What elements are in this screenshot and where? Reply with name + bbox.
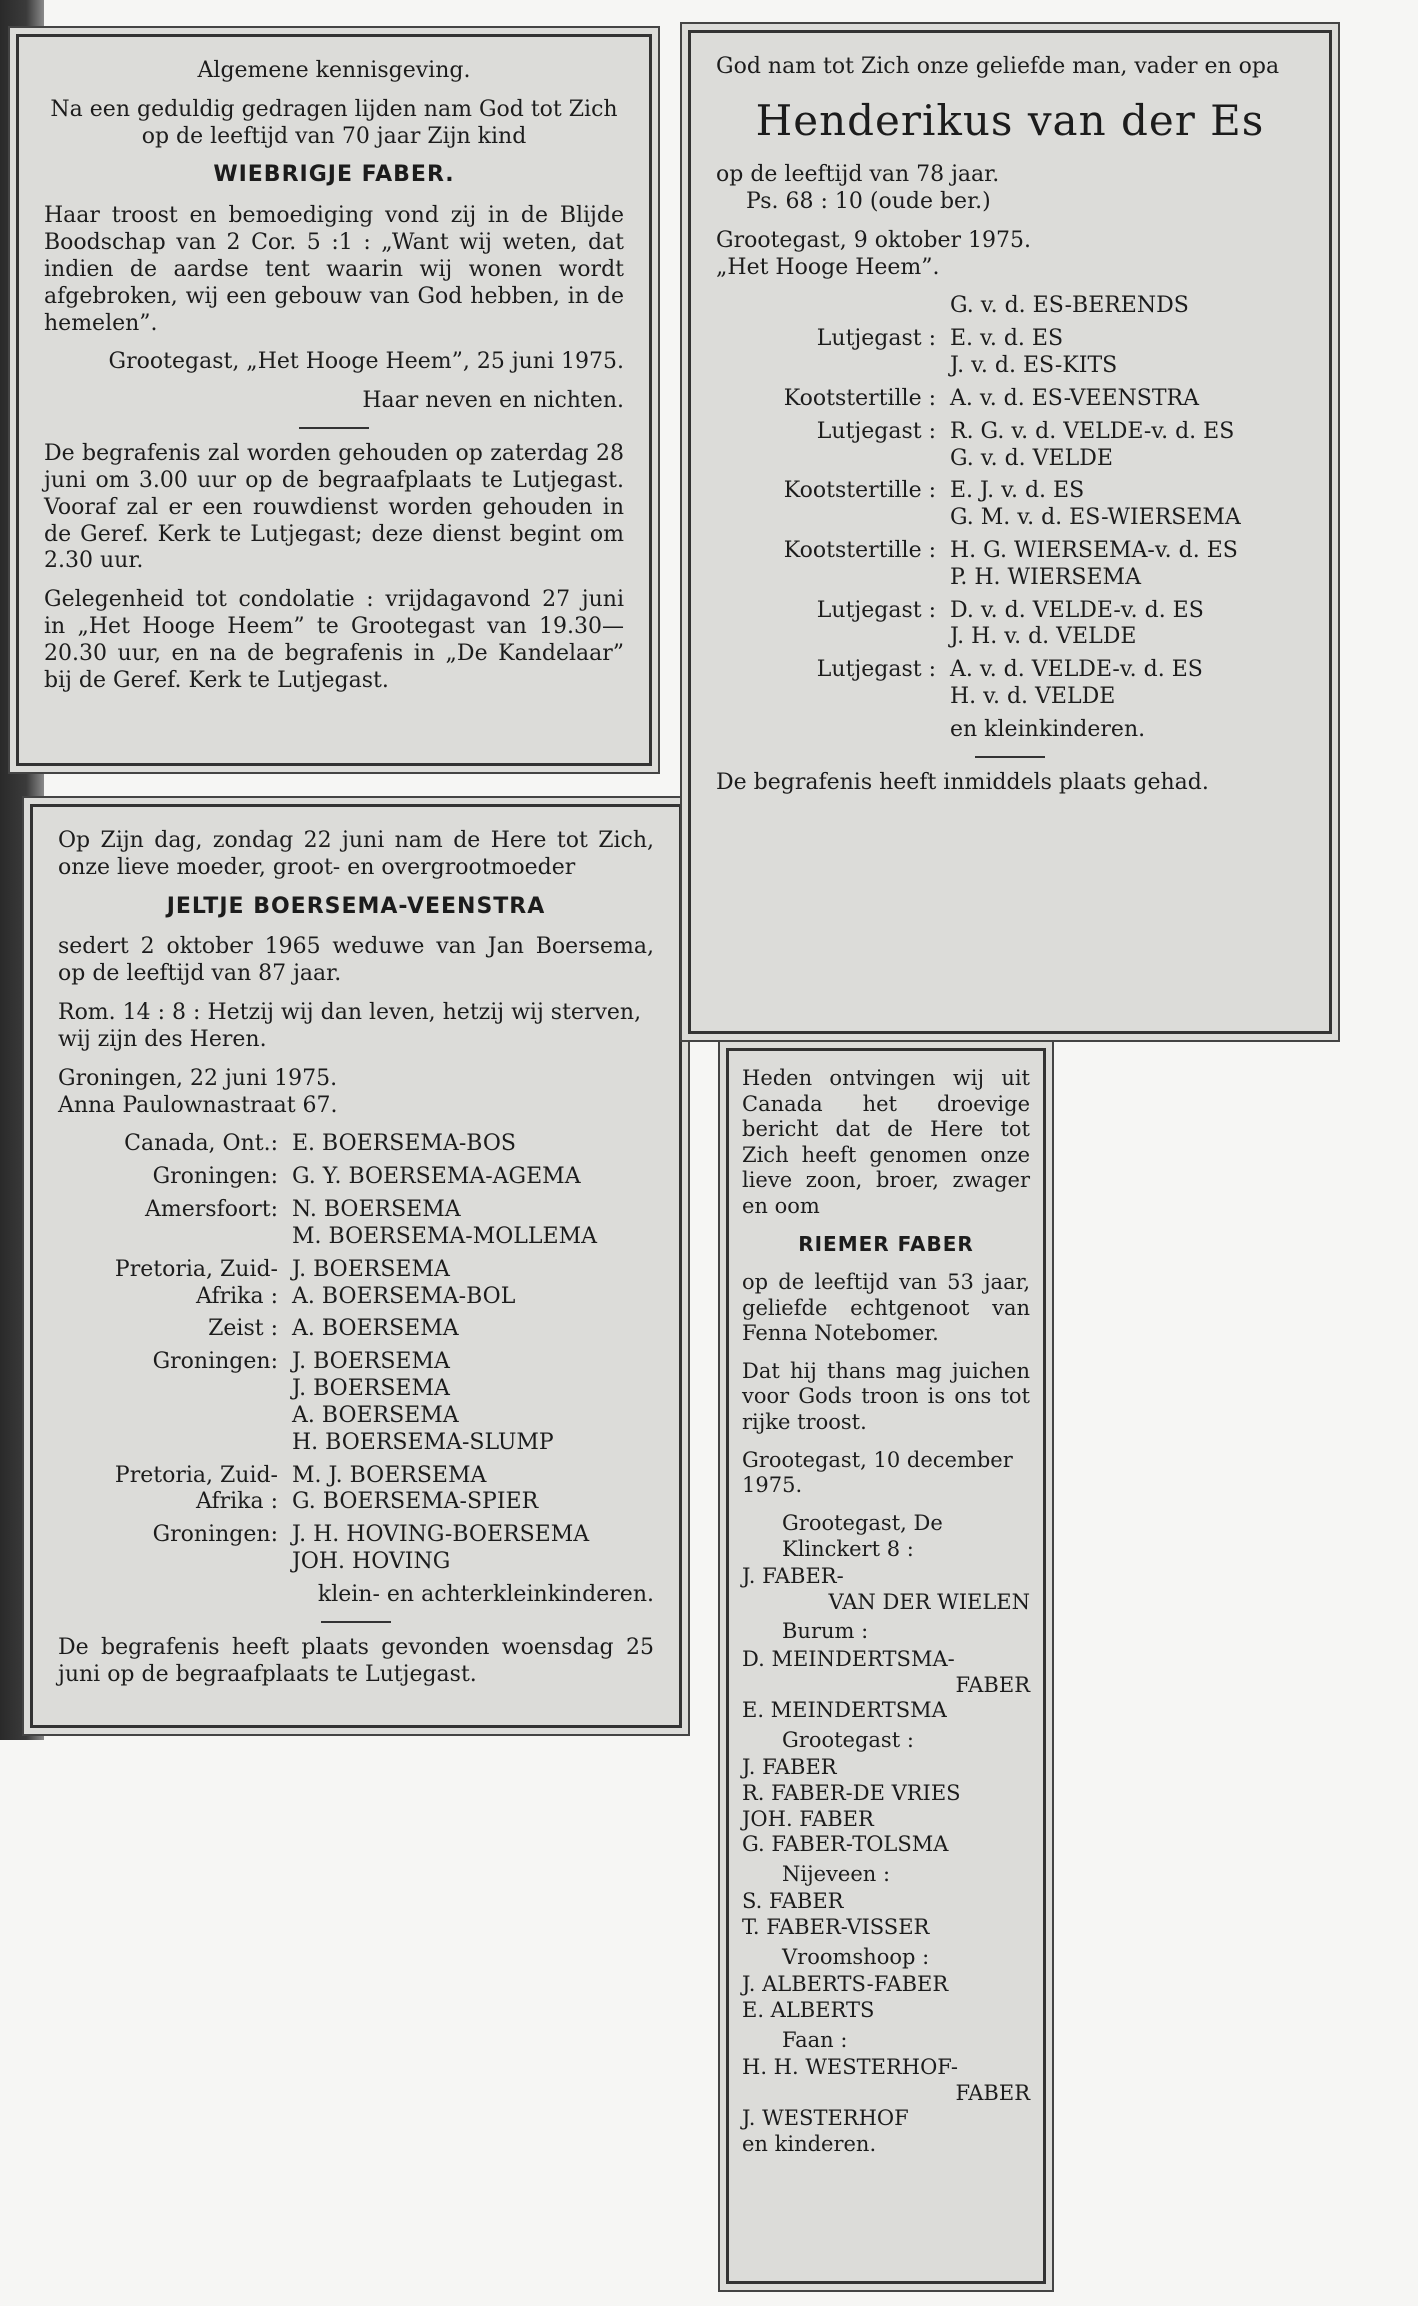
family-name: S. FABER bbox=[742, 1889, 844, 1914]
notice-text: Dat hij thans mag juichen voor Gods troon is ons tot rijke troost. bbox=[742, 1358, 1030, 1435]
notice-header: Algemene kennisgeving. bbox=[197, 58, 471, 83]
family-row bbox=[58, 1316, 654, 1343]
family-location: Lutjegast : bbox=[816, 597, 936, 623]
family-row bbox=[58, 1257, 654, 1311]
condolence-info: Gelegenheid tot condolatie : vrijdagavond 27 juni in „Het Hooge Heem” te Grootegast van 19.30—20.30 uur, en na de begrafenis in „De Kandelaar” bij de Geref. Kerk te Lutjegast. bbox=[44, 587, 624, 693]
family-location: Groningen: bbox=[152, 1349, 278, 1375]
divider bbox=[975, 756, 1045, 758]
family-name: E. ALBERTS bbox=[742, 1997, 875, 2022]
family-name: JOH. HOVING bbox=[292, 1549, 451, 1575]
place-date: Grootegast, 9 oktober 1975. bbox=[716, 227, 1032, 253]
family-name: VAN DER WIELEN bbox=[828, 1589, 1030, 1614]
family-row bbox=[58, 1463, 654, 1517]
family-group bbox=[742, 1511, 1030, 1615]
notice-intro: Na een geduldig gedragen lijden nam God tot Zich op de leeftijd van 70 jaar Zijn kind bbox=[50, 96, 618, 149]
family-name: FABER bbox=[955, 2080, 1030, 2105]
family-location: Lutjegast : bbox=[816, 326, 936, 352]
family-name: E. J. v. d. ES bbox=[950, 478, 1085, 504]
family-group bbox=[742, 2028, 1030, 2132]
family-name: A. BOERSEMA-BOL bbox=[292, 1283, 516, 1309]
clipping-riemer-faber bbox=[718, 1040, 1054, 2292]
family-name: M. J. BOERSEMA bbox=[292, 1462, 487, 1488]
family-name: E. v. d. ES bbox=[950, 326, 1064, 352]
family-row bbox=[58, 1197, 654, 1251]
family-location: Grootegast : bbox=[782, 1727, 914, 1752]
children: en kinderen. bbox=[742, 2131, 877, 2156]
family-name: H. v. d. VELDE bbox=[950, 684, 1116, 710]
family-name: J. H. v. d. VELDE bbox=[950, 624, 1137, 650]
family-row bbox=[716, 419, 1304, 473]
family-location: Amersfoort: bbox=[145, 1197, 278, 1223]
family-name: FABER bbox=[955, 1672, 1030, 1697]
family-location: Nijeveen : bbox=[782, 1861, 891, 1886]
place-date: Groningen, 22 juni 1975. bbox=[58, 1065, 338, 1091]
place-date: Grootegast, 10 december 1975. bbox=[742, 1447, 1013, 1498]
signed-by: Haar neven en nichten. bbox=[362, 388, 624, 414]
family-name: D. v. d. VELDE-v. d. ES bbox=[950, 597, 1204, 623]
family-row bbox=[716, 293, 1304, 320]
family-name: G. Y. BOERSEMA-AGEMA bbox=[292, 1164, 581, 1190]
clipping-jeltje-boersema-veenstra bbox=[22, 796, 690, 1736]
family-name: J. BOERSEMA bbox=[292, 1349, 450, 1375]
family-name: H. H. WESTERHOF- bbox=[742, 2055, 959, 2080]
address: Anna Paulownastraat 67. bbox=[58, 1092, 338, 1118]
family-name: N. BOERSEMA bbox=[292, 1197, 461, 1223]
notice-intro: God nam tot Zich onze geliefde man, vader en opa bbox=[716, 54, 1280, 79]
notice-intro: Heden ontvingen wij uit Canada het droevige bericht dat de Here tot Zich heeft genomen onze lieve zoon, broer, zwager en oom bbox=[742, 1066, 1030, 1219]
family-name: J. BOERSEMA bbox=[292, 1256, 450, 1282]
family-name: J. FABER bbox=[742, 1755, 837, 1780]
family-name: R. G. v. d. VELDE-v. d. ES bbox=[950, 418, 1235, 444]
funeral-info: De begrafenis zal worden gehouden op zaterdag 28 juni om 3.00 uur op de begraafplaats te Lutjegast. Vooraf zal er een rouwdienst worden gehouden in de Geref. Kerk te Lutjegast; deze dienst begint om 2.30 uur. bbox=[44, 441, 624, 574]
family-row bbox=[716, 598, 1304, 652]
family-location: Groningen: bbox=[152, 1164, 278, 1190]
clipping-wiebrigje-faber bbox=[8, 26, 660, 774]
deceased-name: WIEBRIGJE FABER. bbox=[213, 162, 455, 188]
family-location: Lutjegast : bbox=[816, 418, 936, 444]
family-location: Kootstertille : bbox=[783, 385, 936, 411]
family-name: G. v. d. ES-BERENDS bbox=[950, 293, 1189, 319]
family-location: Lutjegast : bbox=[816, 657, 936, 683]
deceased-name: RIEMER FABER bbox=[798, 1231, 974, 1256]
family-row bbox=[716, 657, 1304, 711]
family-name: M. BOERSEMA-MOLLEMA bbox=[292, 1223, 597, 1249]
age: op de leeftijd van 53 jaar, geliefde echtgenoot van Fenna Notebomer. bbox=[742, 1270, 1030, 1346]
family-location: Grootegast, De Klinckert 8 : bbox=[782, 1510, 943, 1561]
family-row bbox=[58, 1522, 654, 1576]
family-row bbox=[716, 386, 1304, 413]
family-name: E. MEINDERTSMA bbox=[742, 1698, 947, 1723]
family-list bbox=[716, 293, 1304, 711]
family-group bbox=[742, 1862, 1030, 1941]
deceased-name: Henderikus van der Es bbox=[755, 95, 1265, 145]
family-row bbox=[58, 1164, 654, 1191]
grandchildren: klein- en achterkleinkinderen. bbox=[317, 1581, 654, 1607]
family-name: H. BOERSEMA-SLUMP bbox=[292, 1429, 554, 1455]
family-location: Vroomshoop : bbox=[782, 1944, 930, 1969]
family-group bbox=[742, 1619, 1030, 1723]
family-name: P. H. WIERSEMA bbox=[950, 564, 1141, 590]
family-location: Canada, Ont.: bbox=[124, 1131, 278, 1157]
notice-intro: Op Zijn dag, zondag 22 juni nam de Here tot Zich, onze lieve moeder, groot- en overgrootmoeder bbox=[58, 828, 654, 880]
family-name: J. FABER- bbox=[742, 1564, 844, 1589]
family-name: J. ALBERTS-FABER bbox=[742, 1972, 949, 1997]
family-name: A. v. d. VELDE-v. d. ES bbox=[950, 657, 1203, 683]
family-row bbox=[716, 326, 1304, 380]
family-name: G. M. v. d. ES-WIERSEMA bbox=[950, 505, 1241, 531]
family-list bbox=[58, 1131, 654, 1575]
family-name: A. BOERSEMA bbox=[292, 1316, 459, 1342]
funeral-info: De begrafenis heeft inmiddels plaats gehad. bbox=[716, 769, 1209, 795]
family-location: Faan : bbox=[782, 2027, 848, 2052]
family-location: Pretoria, Zuid-Afrika : bbox=[114, 1256, 278, 1309]
family-name: J. v. d. ES-KITS bbox=[950, 353, 1118, 379]
family-row bbox=[716, 538, 1304, 592]
family-group bbox=[742, 1728, 1030, 1858]
family-name: R. FABER-DE VRIES bbox=[742, 1781, 961, 1806]
bible-verse: Ps. 68 : 10 (oude ber.) bbox=[746, 188, 991, 214]
family-name: G. FABER-TOLSMA bbox=[742, 1832, 949, 1857]
family-name: A. v. d. ES-VEENSTRA bbox=[950, 385, 1199, 411]
notice-text: Haar troost en bemoediging vond zij in de Blijde Boodschap van 2 Cor. 5 :1 : „Want wij weten, dat indien de aardse tent waarin wij wonen wordt afgebroken, wij een gebouw van God hebben, in de hemelen”. bbox=[44, 203, 624, 336]
family-name: T. FABER-VISSER bbox=[742, 1915, 930, 1940]
family-location: Zeist : bbox=[208, 1316, 278, 1342]
family-name: JOH. FABER bbox=[742, 1806, 874, 1831]
family-name: H. G. WIERSEMA-v. d. ES bbox=[950, 538, 1238, 563]
age: op de leeftijd van 78 jaar. bbox=[716, 162, 1000, 188]
family-name: J. H. HOVING-BOERSEMA bbox=[292, 1522, 590, 1548]
family-name: D. MEINDERTSMA- bbox=[742, 1646, 955, 1671]
family-name: A. BOERSEMA bbox=[292, 1402, 459, 1428]
family-location: Pretoria, Zuid-Afrika : bbox=[114, 1462, 278, 1515]
family-name: J. BOERSEMA bbox=[292, 1376, 450, 1402]
family-location: Kootstertille : bbox=[783, 538, 936, 563]
family-location: Groningen: bbox=[152, 1522, 278, 1548]
deceased-name: JELTJE BOERSEMA-VEENSTRA bbox=[166, 893, 546, 919]
family-name: G. v. d. VELDE bbox=[950, 445, 1113, 471]
place-date: Grootegast, „Het Hooge Heem”, 25 juni 1975. bbox=[108, 349, 624, 375]
bible-verse: Rom. 14 : 8 : Hetzij wij dan leven, hetzij wij sterven, wij zijn des Heren. bbox=[58, 1000, 642, 1052]
grandchildren: en kleinkinderen. bbox=[950, 716, 1146, 742]
family-name: J. WESTERHOF bbox=[742, 2106, 909, 2131]
family-row bbox=[716, 478, 1304, 532]
widow-since: sedert 2 oktober 1965 weduwe van Jan Boersema, op de leeftijd van 87 jaar. bbox=[58, 934, 654, 987]
family-row bbox=[58, 1131, 654, 1158]
divider bbox=[321, 1621, 391, 1623]
family-row bbox=[58, 1349, 654, 1456]
family-group bbox=[742, 1945, 1030, 2024]
clipping-henderikus-van-der-es bbox=[680, 22, 1340, 1042]
family-name: E. BOERSEMA-BOS bbox=[292, 1131, 516, 1157]
family-name: G. BOERSEMA-SPIER bbox=[292, 1489, 539, 1515]
divider bbox=[299, 427, 369, 429]
address: „Het Hooge Heem”. bbox=[716, 254, 940, 280]
family-location: Burum : bbox=[782, 1619, 869, 1644]
family-location bbox=[716, 293, 950, 320]
funeral-info: De begrafenis heeft plaats gevonden woensdag 25 juni op de begraafplaats te Lutjegast. bbox=[58, 1634, 654, 1687]
family-location: Kootstertille : bbox=[783, 478, 936, 504]
